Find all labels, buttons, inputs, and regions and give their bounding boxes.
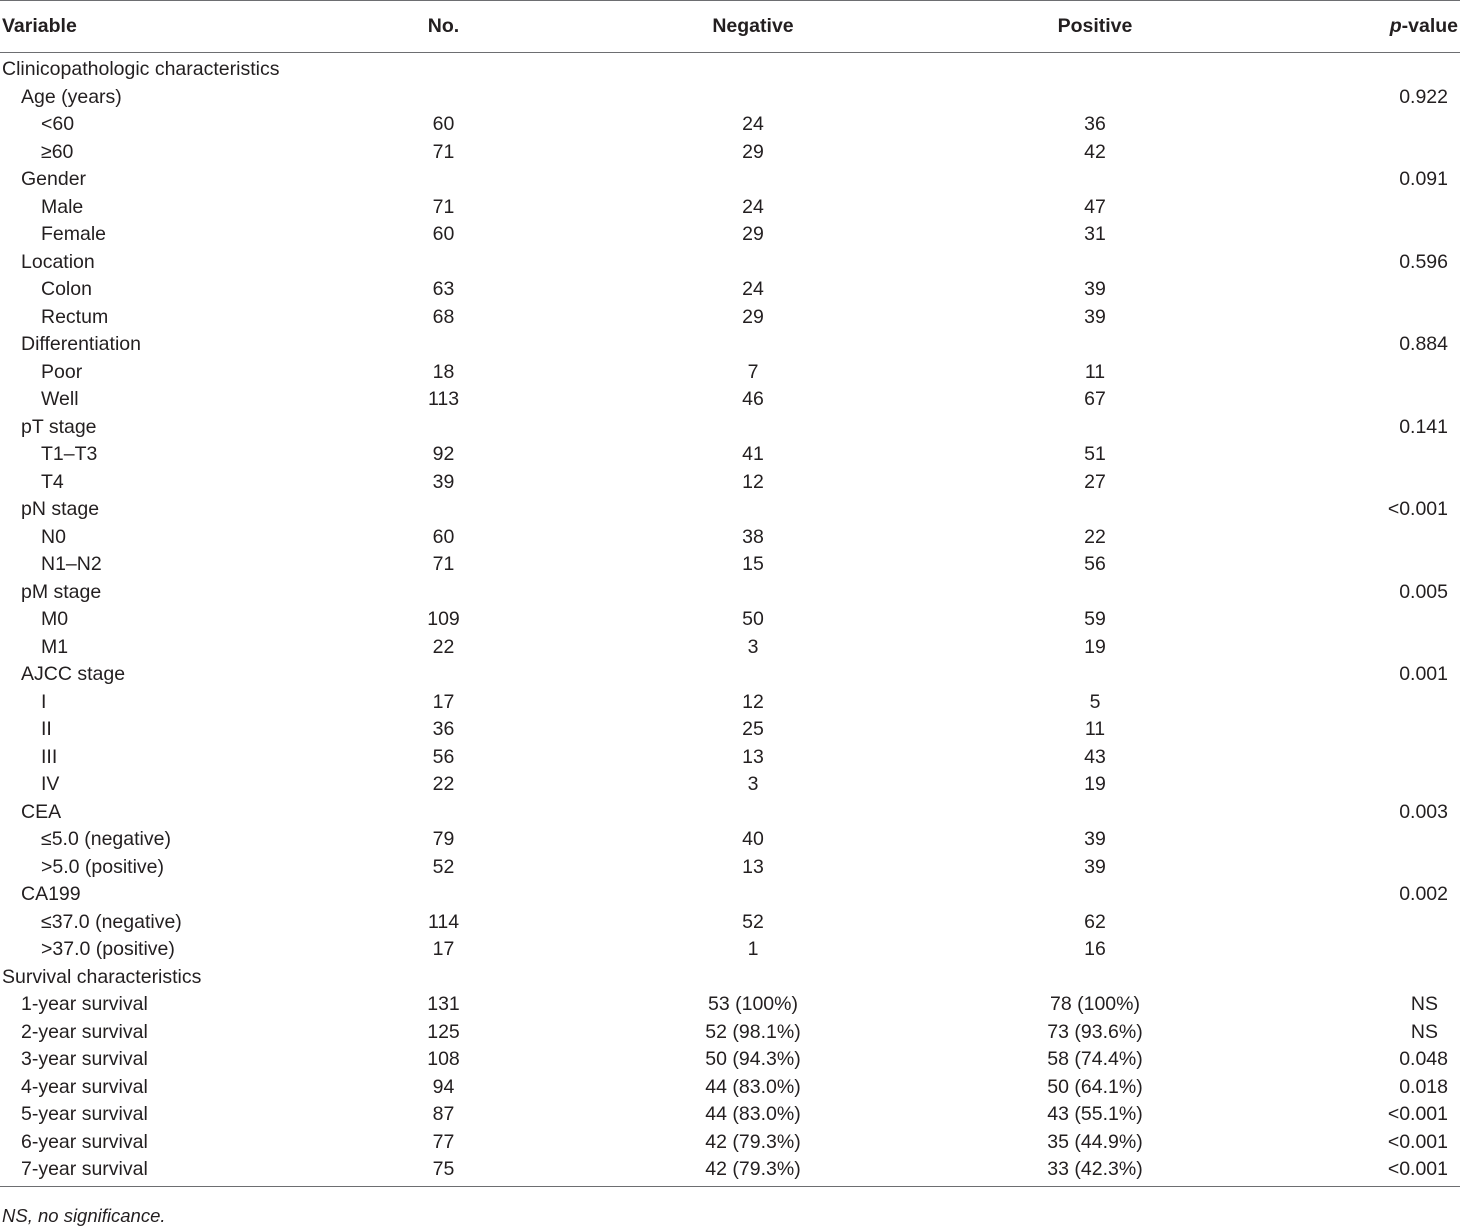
row-negative: 50 (94.3%) bbox=[705, 1048, 801, 1070]
row-p-value bbox=[1271, 221, 1460, 249]
row-negative bbox=[587, 496, 919, 524]
row-no bbox=[300, 414, 587, 442]
row-no: 63 bbox=[432, 278, 455, 300]
row-no: 60 bbox=[432, 113, 455, 135]
row-no: 36 bbox=[432, 718, 455, 740]
row-negative: 29 bbox=[742, 223, 764, 245]
table-row bbox=[0, 414, 1460, 442]
row-p-value: 0.002 bbox=[1399, 883, 1448, 905]
row-negative bbox=[587, 799, 919, 827]
row-label: III bbox=[41, 745, 58, 768]
row-positive bbox=[919, 579, 1271, 607]
row-negative bbox=[587, 249, 919, 277]
table-row bbox=[0, 359, 1460, 387]
row-no bbox=[300, 964, 587, 992]
row-p-value: <0.001 bbox=[1387, 498, 1448, 520]
table-row bbox=[0, 221, 1460, 249]
row-negative: 13 bbox=[742, 745, 764, 768]
row-no bbox=[300, 799, 587, 827]
row-positive: 47 bbox=[1084, 195, 1106, 218]
table-row bbox=[0, 661, 1460, 689]
table-row bbox=[0, 166, 1460, 194]
row-no: 56 bbox=[432, 745, 455, 768]
row-positive: 39 bbox=[1084, 855, 1106, 878]
row-positive: 43 bbox=[1084, 745, 1106, 768]
table-row bbox=[0, 441, 1460, 469]
row-p-value: 0.001 bbox=[1399, 663, 1448, 685]
row-p-value: <0.001 bbox=[1387, 1103, 1448, 1125]
row-no: 109 bbox=[427, 608, 460, 630]
row-p-value: 0.005 bbox=[1399, 580, 1448, 603]
row-no bbox=[300, 53, 587, 84]
row-positive: 31 bbox=[1084, 223, 1106, 245]
table-row bbox=[0, 689, 1460, 717]
header-positive: Positive bbox=[919, 1, 1271, 53]
row-positive: 5 bbox=[1089, 690, 1101, 713]
row-p-value bbox=[1271, 194, 1460, 222]
row-label: M0 bbox=[41, 608, 69, 630]
row-p-value: NS bbox=[1410, 1020, 1438, 1043]
row-label: 1-year survival bbox=[21, 993, 148, 1015]
row-negative: 44 (83.0%) bbox=[705, 1103, 801, 1125]
table-row bbox=[0, 1101, 1460, 1129]
row-positive: 67 bbox=[1084, 388, 1106, 410]
row-p-value: 0.003 bbox=[1399, 800, 1448, 823]
table-row bbox=[0, 771, 1460, 799]
row-negative: 13 bbox=[742, 855, 764, 878]
row-p-value: 0.922 bbox=[1399, 85, 1448, 108]
row-no bbox=[300, 84, 587, 112]
row-label: II bbox=[41, 718, 52, 740]
row-no: 17 bbox=[432, 690, 455, 713]
header-negative: Negative bbox=[587, 1, 919, 53]
row-negative: 7 bbox=[747, 360, 759, 383]
row-negative: 1 bbox=[747, 938, 759, 960]
row-label: N0 bbox=[41, 525, 66, 548]
row-positive bbox=[919, 964, 1271, 992]
row-negative: 24 bbox=[742, 113, 764, 135]
row-no: 71 bbox=[432, 195, 455, 218]
row-negative bbox=[587, 53, 919, 84]
table-body bbox=[0, 53, 1460, 1187]
row-negative: 12 bbox=[742, 470, 764, 493]
row-p-value bbox=[1271, 386, 1460, 414]
row-no: 22 bbox=[432, 635, 455, 658]
row-positive: 42 bbox=[1084, 140, 1106, 163]
row-negative: 24 bbox=[742, 278, 764, 300]
row-negative: 25 bbox=[742, 718, 764, 740]
row-label: pN stage bbox=[21, 498, 100, 520]
row-positive: 33 (42.3%) bbox=[919, 1156, 1271, 1186]
table-row bbox=[0, 909, 1460, 937]
row-no: 68 bbox=[432, 305, 455, 328]
row-no: 22 bbox=[432, 773, 455, 795]
table-row bbox=[0, 524, 1460, 552]
row-p-value: NS bbox=[1410, 993, 1438, 1015]
row-no bbox=[300, 881, 587, 909]
row-p-value bbox=[1271, 441, 1460, 469]
header-row bbox=[0, 1, 1460, 53]
row-no: 92 bbox=[432, 443, 455, 465]
row-p-value: 0.048 bbox=[1399, 1048, 1448, 1070]
row-positive: 58 (74.4%) bbox=[1047, 1048, 1143, 1070]
row-no bbox=[300, 661, 587, 689]
table-row bbox=[0, 881, 1460, 909]
row-negative: 24 bbox=[742, 195, 764, 218]
row-positive: 51 bbox=[1084, 443, 1106, 465]
table-row bbox=[0, 991, 1460, 1019]
row-positive bbox=[919, 331, 1271, 359]
row-negative: 12 bbox=[742, 690, 764, 713]
row-negative: 29 bbox=[742, 140, 764, 163]
row-label: T4 bbox=[41, 470, 64, 493]
row-no bbox=[300, 166, 587, 194]
table-row bbox=[0, 964, 1460, 992]
row-positive: 39 bbox=[1084, 828, 1106, 850]
table-row bbox=[0, 331, 1460, 359]
row-no: 39 bbox=[432, 470, 455, 493]
row-no: 125 bbox=[427, 1020, 460, 1043]
row-no: 108 bbox=[427, 1048, 460, 1070]
row-p-value bbox=[1271, 469, 1460, 497]
row-label: Survival characteristics bbox=[2, 965, 202, 988]
row-label: >5.0 (positive) bbox=[41, 855, 165, 878]
row-no: 75 bbox=[300, 1156, 587, 1186]
row-p-value bbox=[1271, 854, 1460, 882]
row-negative bbox=[587, 84, 919, 112]
row-positive: 19 bbox=[1084, 635, 1106, 658]
table-row bbox=[0, 496, 1460, 524]
row-negative bbox=[587, 964, 919, 992]
row-positive bbox=[919, 53, 1271, 84]
table-row bbox=[0, 276, 1460, 304]
row-positive: 73 (93.6%) bbox=[1047, 1020, 1143, 1043]
row-no: 131 bbox=[427, 993, 460, 1015]
row-no bbox=[300, 579, 587, 607]
header-p-rest: -value bbox=[1401, 15, 1458, 37]
table-row bbox=[0, 111, 1460, 139]
row-positive bbox=[919, 881, 1271, 909]
row-label: Poor bbox=[41, 360, 83, 383]
row-p-value: <0.001 bbox=[1271, 1156, 1460, 1186]
row-label: 4-year survival bbox=[21, 1075, 148, 1098]
row-label: 6-year survival bbox=[21, 1130, 148, 1153]
header-no: No. bbox=[300, 1, 587, 53]
table-row bbox=[0, 1019, 1460, 1047]
row-negative: 52 bbox=[742, 910, 764, 933]
table-row bbox=[0, 936, 1460, 964]
row-negative: 42 (79.3%) bbox=[587, 1156, 919, 1186]
row-label: ≥60 bbox=[41, 140, 74, 163]
row-p-value bbox=[1271, 276, 1460, 304]
table-row bbox=[0, 744, 1460, 772]
table-row bbox=[0, 1074, 1460, 1102]
table-row bbox=[0, 716, 1460, 744]
row-no: 18 bbox=[432, 360, 455, 383]
row-label: Gender bbox=[21, 168, 87, 190]
row-no bbox=[300, 249, 587, 277]
row-negative: 50 bbox=[742, 608, 764, 630]
row-positive: 59 bbox=[1084, 608, 1106, 630]
row-positive: 11 bbox=[1084, 718, 1106, 740]
row-p-value bbox=[1271, 744, 1460, 772]
row-p-value bbox=[1271, 139, 1460, 167]
footnote: NS, no significance. bbox=[2, 1205, 166, 1226]
row-no bbox=[300, 331, 587, 359]
row-negative: 52 (98.1%) bbox=[705, 1020, 801, 1043]
table-header bbox=[0, 1, 1460, 53]
row-positive: 11 bbox=[1084, 360, 1106, 383]
row-positive: 19 bbox=[1084, 773, 1106, 795]
row-label: Differentiation bbox=[21, 333, 141, 355]
row-positive: 39 bbox=[1084, 278, 1106, 300]
row-no: 79 bbox=[432, 828, 455, 850]
table-row bbox=[0, 1156, 1460, 1186]
row-p-value bbox=[1271, 111, 1460, 139]
row-label: >37.0 (positive) bbox=[41, 938, 175, 960]
table-row bbox=[0, 84, 1460, 112]
row-label: pM stage bbox=[21, 580, 102, 603]
row-label: CA199 bbox=[21, 883, 81, 905]
row-p-value: 0.141 bbox=[1399, 415, 1448, 438]
row-p-value: 0.884 bbox=[1399, 333, 1448, 355]
table-row bbox=[0, 469, 1460, 497]
row-negative: 53 (100%) bbox=[708, 993, 798, 1015]
row-positive: 27 bbox=[1084, 470, 1106, 493]
row-label: 3-year survival bbox=[21, 1048, 148, 1070]
row-positive bbox=[919, 661, 1271, 689]
table-row bbox=[0, 854, 1460, 882]
row-p-value bbox=[1271, 936, 1460, 964]
table-row bbox=[0, 1046, 1460, 1074]
row-negative: 29 bbox=[742, 305, 764, 328]
row-positive: 62 bbox=[1084, 910, 1106, 933]
table-row bbox=[0, 249, 1460, 277]
row-label: IV bbox=[41, 773, 60, 795]
row-p-value: 0.596 bbox=[1399, 250, 1448, 273]
table-row bbox=[0, 1129, 1460, 1157]
row-label: I bbox=[41, 690, 47, 713]
row-negative bbox=[587, 414, 919, 442]
row-negative bbox=[587, 881, 919, 909]
row-positive: 50 (64.1%) bbox=[1047, 1075, 1143, 1098]
row-label: 7-year survival bbox=[0, 1156, 300, 1186]
row-no: 87 bbox=[432, 1103, 455, 1125]
row-no: 60 bbox=[432, 525, 455, 548]
row-positive: 22 bbox=[1084, 525, 1106, 548]
row-p-value bbox=[1271, 689, 1460, 717]
row-positive: 39 bbox=[1084, 305, 1106, 328]
row-p-value bbox=[1271, 964, 1460, 992]
row-negative: 3 bbox=[747, 773, 759, 795]
row-p-value bbox=[1271, 634, 1460, 662]
row-label: 2-year survival bbox=[21, 1020, 148, 1043]
row-negative: 46 bbox=[742, 388, 764, 410]
row-no: 17 bbox=[432, 938, 455, 960]
table-row bbox=[0, 53, 1460, 84]
row-negative: 44 (83.0%) bbox=[705, 1075, 801, 1098]
row-positive bbox=[919, 799, 1271, 827]
row-label: 5-year survival bbox=[21, 1103, 148, 1125]
row-negative bbox=[587, 661, 919, 689]
row-p-value bbox=[1271, 606, 1460, 634]
row-p-value: <0.001 bbox=[1387, 1130, 1448, 1153]
row-label: Female bbox=[41, 223, 107, 245]
row-no: 60 bbox=[432, 223, 455, 245]
row-p-value bbox=[1271, 909, 1460, 937]
row-p-value bbox=[1271, 524, 1460, 552]
header-p-value bbox=[1271, 1, 1460, 53]
row-negative bbox=[587, 579, 919, 607]
row-p-value: 0.018 bbox=[1399, 1075, 1448, 1098]
row-p-value bbox=[1271, 53, 1460, 84]
row-positive bbox=[919, 414, 1271, 442]
row-positive bbox=[919, 84, 1271, 112]
row-label: ≤5.0 (negative) bbox=[41, 828, 171, 850]
row-no: 94 bbox=[432, 1075, 455, 1098]
row-p-value: 0.091 bbox=[1399, 168, 1448, 190]
table-row bbox=[0, 606, 1460, 634]
table-row bbox=[0, 826, 1460, 854]
row-no: 71 bbox=[432, 553, 455, 575]
row-positive: 56 bbox=[1084, 553, 1106, 575]
table-row bbox=[0, 799, 1460, 827]
row-no: 52 bbox=[432, 855, 455, 878]
row-label: Rectum bbox=[41, 305, 109, 328]
row-label: ≤37.0 (negative) bbox=[41, 910, 182, 933]
row-positive bbox=[919, 249, 1271, 277]
row-p-value bbox=[1271, 359, 1460, 387]
table-row bbox=[0, 304, 1460, 332]
row-negative bbox=[587, 166, 919, 194]
row-positive bbox=[919, 166, 1271, 194]
row-label: <60 bbox=[41, 113, 75, 135]
row-label: CEA bbox=[21, 800, 62, 823]
table-row bbox=[0, 579, 1460, 607]
row-negative: 3 bbox=[747, 635, 759, 658]
row-negative: 40 bbox=[742, 828, 764, 850]
row-positive: 36 bbox=[1084, 113, 1106, 135]
row-p-value bbox=[1271, 826, 1460, 854]
row-no: 77 bbox=[432, 1130, 455, 1153]
table-row bbox=[0, 551, 1460, 579]
row-label: N1–N2 bbox=[41, 553, 102, 575]
row-no: 114 bbox=[427, 910, 460, 933]
row-positive: 78 (100%) bbox=[1050, 993, 1140, 1015]
row-positive: 43 (55.1%) bbox=[1047, 1103, 1143, 1125]
row-p-value bbox=[1271, 304, 1460, 332]
row-label: Location bbox=[21, 250, 95, 273]
row-label: M1 bbox=[41, 635, 69, 658]
row-negative: 41 bbox=[742, 443, 764, 465]
table-row bbox=[0, 634, 1460, 662]
row-label: AJCC stage bbox=[21, 663, 126, 685]
row-negative: 38 bbox=[742, 525, 764, 548]
header-p-italic: p bbox=[1389, 15, 1402, 37]
row-label: Colon bbox=[41, 278, 92, 300]
row-label: Clinicopathologic characteristics bbox=[2, 58, 280, 80]
row-negative bbox=[587, 331, 919, 359]
row-label: Well bbox=[41, 388, 79, 410]
table-row bbox=[0, 194, 1460, 222]
row-label: Age (years) bbox=[21, 85, 122, 108]
row-label: Male bbox=[41, 195, 84, 218]
row-p-value bbox=[1271, 551, 1460, 579]
row-label: pT stage bbox=[21, 415, 97, 438]
row-no bbox=[300, 496, 587, 524]
row-p-value bbox=[1271, 716, 1460, 744]
row-no: 71 bbox=[432, 140, 455, 163]
row-negative: 15 bbox=[742, 553, 764, 575]
table-row bbox=[0, 139, 1460, 167]
table-row bbox=[0, 386, 1460, 414]
row-negative: 42 (79.3%) bbox=[705, 1130, 801, 1153]
row-positive: 16 bbox=[1084, 938, 1106, 960]
header-variable: Variable bbox=[0, 1, 300, 53]
row-label: T1–T3 bbox=[41, 443, 98, 465]
row-positive bbox=[919, 496, 1271, 524]
row-positive: 35 (44.9%) bbox=[1047, 1130, 1143, 1153]
row-no: 113 bbox=[427, 388, 460, 410]
row-p-value bbox=[1271, 771, 1460, 799]
